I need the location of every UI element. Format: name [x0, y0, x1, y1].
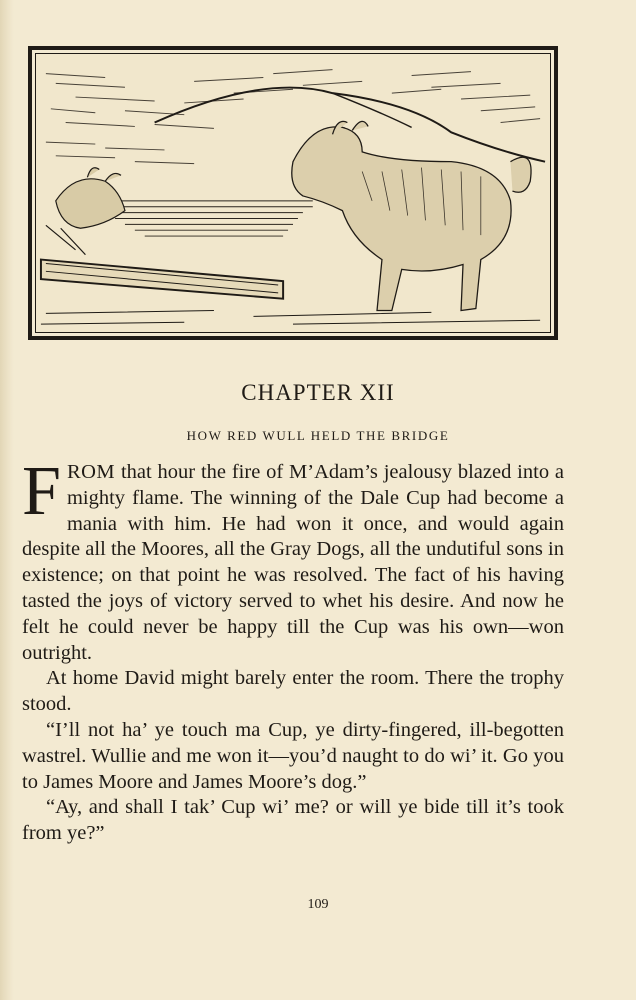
paragraph-1-text: that hour the fire of M’Adam’s jealousy blazed into a mighty flame. The winning of the Dale Cup had become a mania with him. He had won it once, and would again despite all the Moores, all the Gray Dogs, all the undutiful sons in existence; on that point he was resolved. The fact of his having tasted the joys of victory served to whet his desire. And now he felt he could never be happy till the Cup was his own—won outright.	[22, 461, 564, 664]
paragraph-4: “Ay, and shall I tak’ Cup wi’ me? or will ye bide till it’s took from ye?”	[22, 796, 564, 845]
first-word-rest: ROM	[66, 461, 116, 483]
chapter-subtitle: HOW RED WULL HELD THE BRIDGE	[186, 428, 450, 443]
dogs-on-bridge-illustration	[35, 53, 551, 333]
body-text	[22, 453, 564, 847]
page-edge	[0, 0, 14, 1000]
paragraph-1	[22, 453, 564, 666]
drop-cap: F	[22, 453, 61, 530]
page-number: 109	[307, 897, 329, 912]
chapter-illustration	[28, 46, 558, 340]
chapter-title: CHAPTER XII	[241, 380, 395, 405]
paragraph-2: At home David might barely enter the room. There the trophy stood.	[22, 667, 564, 716]
paragraph-3: “I’ll not ha’ ye touch ma Cup, ye dirty-fingered, ill-begotten wastrel. Wullie and me won it—you’d naught to do wi’ it. Go you to James Moore and James Moore’s dog.”	[22, 718, 564, 793]
